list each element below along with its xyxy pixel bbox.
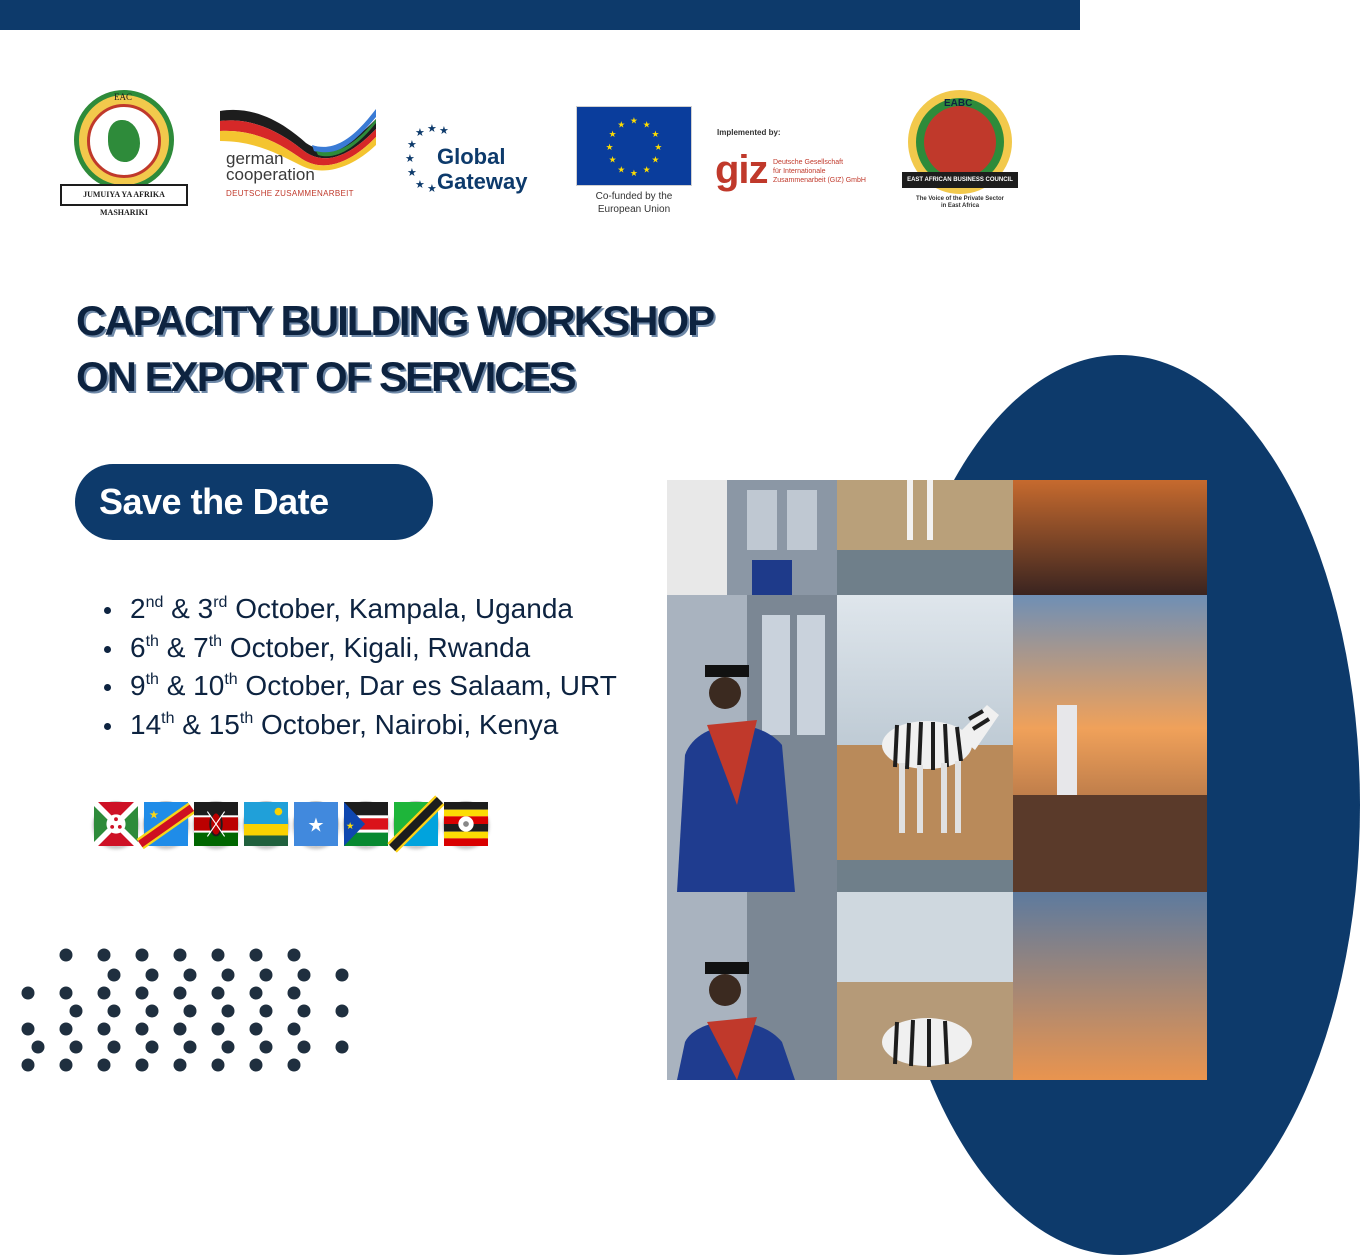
svg-text:★: ★ (605, 142, 614, 153)
uganda-flag-icon (443, 801, 489, 847)
pattern-dot (174, 949, 187, 962)
svg-text:★: ★ (407, 166, 417, 179)
pattern-dot (146, 1041, 159, 1054)
top-bar (0, 0, 1080, 30)
collage-photo-truck-bottom (1013, 892, 1207, 1080)
event-title-line-2: ON EXPORT OF SERVICES (76, 353, 575, 400)
svg-text:★: ★ (415, 178, 425, 191)
pattern-dot (60, 987, 73, 1000)
pattern-dot (298, 1005, 311, 1018)
svg-text:★: ★ (148, 807, 160, 822)
pattern-dot (250, 987, 263, 1000)
global-gateway-wordmark: Global Gateway (437, 144, 528, 194)
svg-text:★: ★ (405, 152, 415, 165)
pattern-dot (70, 1041, 83, 1054)
svg-text:★: ★ (407, 138, 417, 151)
pattern-dot (98, 1023, 111, 1036)
member-state-flags (93, 801, 493, 849)
pattern-dot (184, 969, 197, 982)
pattern-dot (260, 1005, 273, 1018)
german-cooperation-subtitle: DEUTSCHE ZUSAMMENARBEIT (226, 189, 354, 198)
svg-text:★: ★ (345, 820, 355, 832)
implemented-by-label: Implemented by: (717, 128, 781, 137)
pattern-dot (174, 987, 187, 1000)
eac-acronym: EAC (114, 92, 132, 102)
pattern-dot (212, 1023, 225, 1036)
giz-description: Deutsche Gesellschaft für Internationale Zusammenarbeit (GIZ) GmbH (773, 159, 866, 184)
tanzania-flag-icon (393, 801, 439, 847)
pattern-dot (22, 1023, 35, 1036)
pattern-dot (250, 949, 263, 962)
pattern-dot (336, 1041, 349, 1054)
svg-text:★: ★ (617, 165, 626, 176)
pattern-dot (288, 1023, 301, 1036)
svg-text:★: ★ (439, 124, 449, 137)
pattern-dot (288, 987, 301, 1000)
pattern-dot (288, 1059, 301, 1072)
pattern-dot (222, 1041, 235, 1054)
eabc-logo (900, 90, 1025, 215)
date-item-dar-es-salaam: 9th & 10th October, Dar es Salaam, URT (104, 667, 704, 706)
drc-flag-icon (143, 801, 189, 847)
pattern-dot (136, 949, 149, 962)
pattern-dot (98, 949, 111, 962)
pattern-dot (184, 1041, 197, 1054)
event-title-line-1: CAPACITY BUILDING WORKSHOP (76, 297, 714, 344)
eabc-name-band: EAST AFRICAN BUSINESS COUNCIL (902, 172, 1018, 188)
burundi-flag-icon (93, 801, 139, 847)
svg-text:★: ★ (630, 169, 638, 180)
eac-motto-ribbon: JUMUIYA YA AFRIKA MASHARIKI (60, 184, 188, 206)
pattern-dot (298, 969, 311, 982)
svg-text:★: ★ (427, 122, 437, 135)
collage-photo-truck-top (1013, 480, 1207, 595)
pattern-dot (174, 1059, 187, 1072)
collage-photo-graduate-top (667, 480, 837, 595)
pattern-dot (298, 1041, 311, 1054)
pattern-dot (336, 969, 349, 982)
svg-text:★: ★ (651, 130, 660, 141)
giz-wordmark: giz (715, 148, 768, 192)
global-gateway-logo (405, 120, 555, 200)
giz-logo (713, 128, 888, 198)
date-item-nairobi: 14th & 15th October, Nairobi, Kenya (104, 706, 704, 745)
svg-text:★: ★ (630, 116, 638, 127)
svg-text:★: ★ (642, 165, 651, 176)
eu-caption: Co-funded by the European Union (595, 191, 673, 215)
pattern-dot (174, 1023, 187, 1036)
pattern-dot (98, 987, 111, 1000)
svg-text:★: ★ (427, 182, 437, 195)
partner-logos (0, 80, 1080, 230)
photo-collage (667, 480, 1207, 1080)
svg-text:★: ★ (415, 126, 425, 139)
pattern-dot (212, 949, 225, 962)
svg-text:★: ★ (642, 120, 651, 131)
collage-photo-graduate (667, 595, 837, 892)
pattern-dot (70, 1005, 83, 1018)
pattern-dot (32, 1041, 45, 1054)
kenya-flag-icon (193, 801, 239, 847)
pattern-dot (136, 1023, 149, 1036)
pattern-dot (260, 969, 273, 982)
event-title (76, 293, 796, 405)
svg-text:★: ★ (307, 813, 325, 837)
pattern-dot (250, 1023, 263, 1036)
eabc-map-icon (924, 106, 996, 178)
south-sudan-flag-icon (343, 801, 389, 847)
eabc-acronym: EABC (944, 98, 973, 109)
pattern-dot (288, 949, 301, 962)
svg-text:★: ★ (608, 130, 617, 141)
pattern-dot (136, 1059, 149, 1072)
pattern-dot (108, 969, 121, 982)
eu-flag-icon (576, 106, 692, 186)
svg-text:★: ★ (654, 142, 663, 153)
collage-photo-graduate-bottom (667, 892, 837, 1080)
pattern-dot (212, 1059, 225, 1072)
pattern-dot (212, 987, 225, 1000)
pattern-dot (108, 1005, 121, 1018)
collage-photo-zebra (837, 595, 1013, 892)
eac-logo (60, 90, 190, 217)
pattern-dot (146, 969, 159, 982)
pattern-dot (336, 1005, 349, 1018)
pattern-dot (260, 1041, 273, 1054)
pattern-dot (22, 987, 35, 1000)
eabc-tagline: The Voice of the Private Sector in East Africa (916, 196, 1004, 209)
pattern-dot (60, 949, 73, 962)
date-item-kigali: 6th & 7th October, Kigali, Rwanda (104, 629, 704, 668)
pattern-dot (136, 987, 149, 1000)
german-cooperation-name: german cooperation (226, 149, 315, 184)
svg-text:★: ★ (651, 155, 660, 166)
pattern-dot (222, 1005, 235, 1018)
rwanda-flag-icon (243, 801, 289, 847)
svg-text:★: ★ (608, 155, 617, 166)
svg-text:★: ★ (617, 120, 626, 131)
pattern-dot (146, 1005, 159, 1018)
pattern-dot (250, 1059, 263, 1072)
pattern-dot (108, 1041, 121, 1054)
collage-photo-truck (1013, 595, 1207, 892)
workshop-dates-list (104, 590, 704, 744)
eu-cofunded-logo (572, 102, 702, 222)
pattern-dot (222, 969, 235, 982)
pattern-dot (98, 1059, 111, 1072)
collage-photo-zebra-top (837, 480, 1013, 595)
date-item-kampala: 2nd & 3rd October, Kampala, Uganda (104, 590, 704, 629)
somalia-flag-icon (293, 801, 339, 847)
decorative-dot-pattern (18, 945, 368, 1080)
pattern-dot (184, 1005, 197, 1018)
pattern-dot (60, 1059, 73, 1072)
german-cooperation-logo (216, 105, 381, 205)
east-africa-map-icon (108, 120, 140, 162)
collage-photo-zebra-bottom (837, 892, 1013, 1080)
save-the-date-badge: Save the Date (75, 464, 433, 540)
pattern-dot (22, 1059, 35, 1072)
pattern-dot (60, 1023, 73, 1036)
